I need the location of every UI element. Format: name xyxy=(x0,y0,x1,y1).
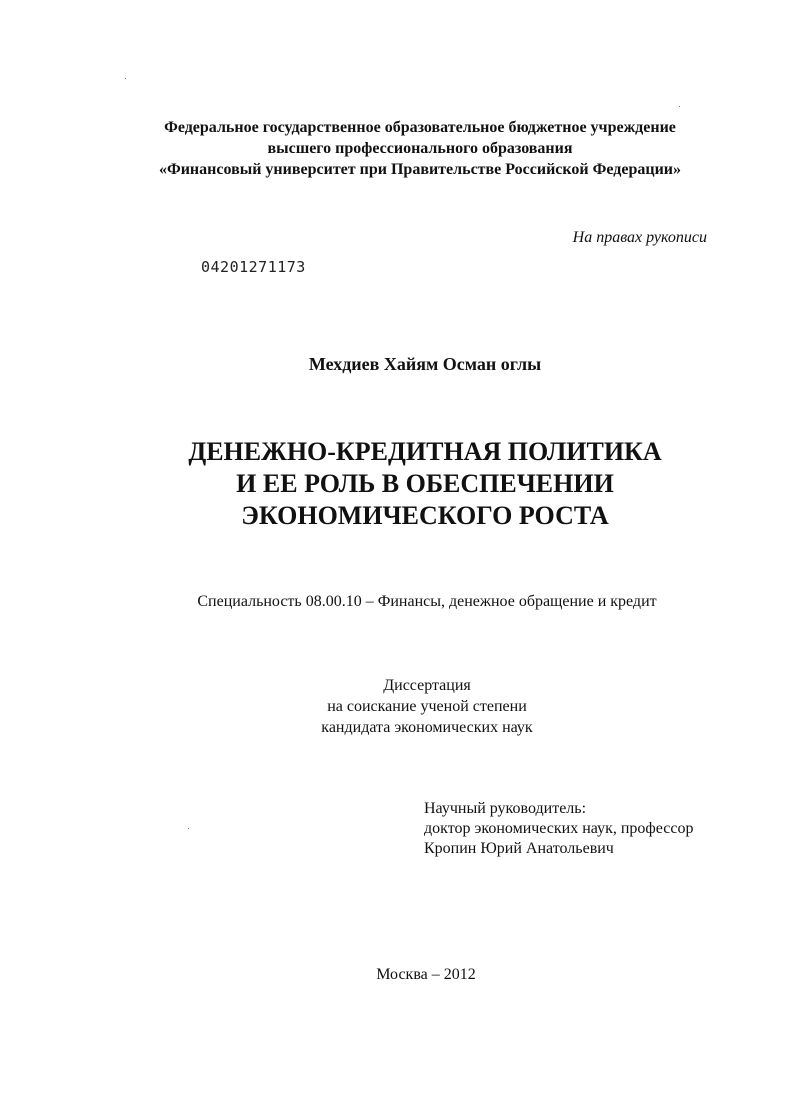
title-line-3: ЭКОНОМИЧЕСКОГО РОСТА xyxy=(241,501,609,530)
dissertation-info xyxy=(0,675,799,738)
supervisor-label: Научный руководитель: xyxy=(424,800,587,817)
dissertation-line-1: Диссертация xyxy=(383,677,471,694)
scan-speck xyxy=(125,78,126,79)
scan-speck xyxy=(679,106,680,107)
institution-line-2: высшего профессионального образования xyxy=(267,140,573,157)
dissertation-title xyxy=(0,436,799,532)
institution-header xyxy=(0,117,799,180)
city-year: Москва – 2012 xyxy=(376,966,476,983)
institution-line-1: Федеральное государственное образовательное бюджетное учреждение xyxy=(164,119,676,136)
supervisor-name: Кропин Юрий Анатольевич xyxy=(424,840,614,857)
institution-line-3: «Финансовый университет при Правительстве Российской Федерации» xyxy=(158,161,682,178)
catalog-number: 04201271173 xyxy=(201,258,306,276)
supervisor-block xyxy=(424,799,694,859)
title-line-1: ДЕНЕЖНО-КРЕДИТНАЯ ПОЛИТИКА xyxy=(188,437,662,466)
manuscript-note: На правах рукописи xyxy=(572,229,707,246)
author-name: Мехдиев Хайям Осман оглы xyxy=(308,354,542,374)
supervisor-degree: доктор экономических наук, профессор xyxy=(424,820,694,837)
specialty: Специальность 08.00.10 – Финансы, денежное обращение и кредит xyxy=(197,593,657,610)
scan-speck xyxy=(188,828,189,829)
title-line-2: И ЕЕ РОЛЬ В ОБЕСПЕЧЕНИИ xyxy=(236,469,614,498)
dissertation-line-2: на соискание ученой степени xyxy=(327,698,527,715)
dissertation-line-3: кандидата экономических наук xyxy=(321,719,533,736)
